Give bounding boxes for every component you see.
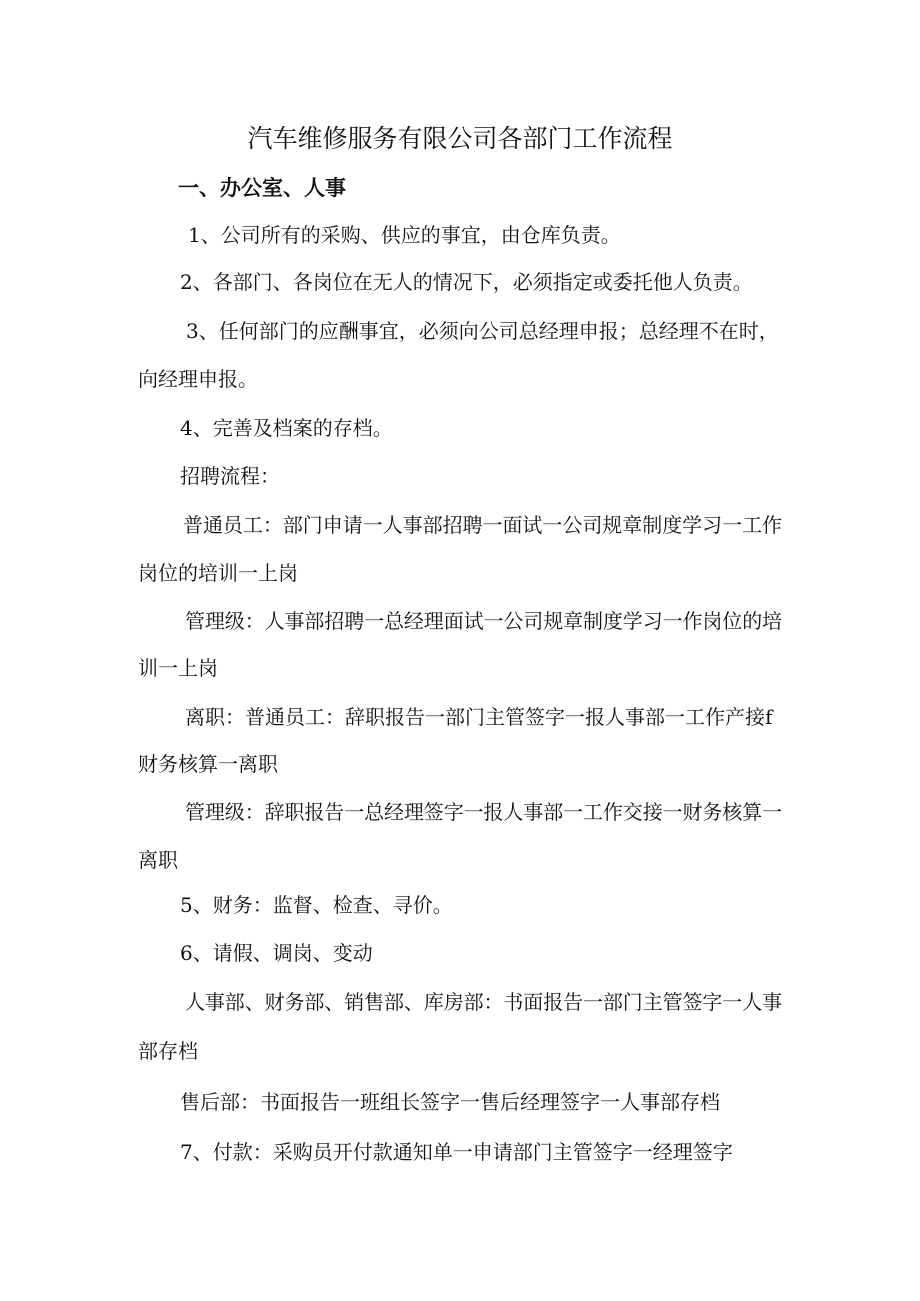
recruitment-staff: 普通员工：部门申请一人事部招聘一面试一公司规章制度学习一工作 (183, 513, 782, 537)
recruitment-management-continuation: 训一上岗 (138, 656, 218, 680)
resignation-management-continuation: 离职 (138, 848, 178, 872)
recruitment-staff-continuation: 岗位的培训一上岗 (138, 561, 298, 585)
leave-departments-continuation: 部存档 (138, 1039, 198, 1063)
document-title: 汽车维修服务有限公司各部门工作流程 (247, 124, 673, 153)
item-4-archiving: 4、完善及档案的存档。 (180, 416, 393, 440)
resignation-staff: 离职：普通员工：辞职报告一部门主管签字一报人事部一工作产接f (185, 705, 773, 729)
item-6-leave: 6、请假、调岗、变动 (180, 941, 373, 965)
leave-departments: 人事部、财务部、销售部、库房部：书面报告一部门主管签字一人事 (185, 990, 782, 1014)
item-2-delegation: 2、各部门、各岗位在无人的情况下，必须指定或委托他人负责。 (180, 270, 753, 294)
item-5-finance: 5、财务：监督、检查、寻价。 (180, 893, 453, 917)
item-1-purchasing: 1、公司所有的采购、供应的事宜，由仓库负责。 (188, 223, 621, 247)
leave-after-sales: 售后部：书面报告一班组长签字一售后经理签字一人事部存档 (180, 1090, 720, 1114)
section-heading: 一、办公室、人事 (178, 176, 346, 200)
recruitment-heading: 招聘流程： (180, 464, 280, 488)
item-7-payment: 7、付款：采购员开付款通知单一申请部门主管签字一经理签字 (180, 1140, 733, 1164)
item-3-continuation: 向经理申报。 (138, 367, 258, 391)
resignation-staff-continuation: 财务核算一离职 (138, 752, 278, 776)
item-3-entertainment: 3、任何部门的应酬事宜，必须向公司总经理申报；总经理不在时， (186, 319, 779, 343)
resignation-management: 管理级：辞职报告一总经理签字一报人事部一工作交接一财务核算一 (185, 800, 782, 824)
recruitment-management: 管理级：人事部招聘一总经理面试一公司规章制度学习一作岗位的培 (185, 609, 782, 633)
